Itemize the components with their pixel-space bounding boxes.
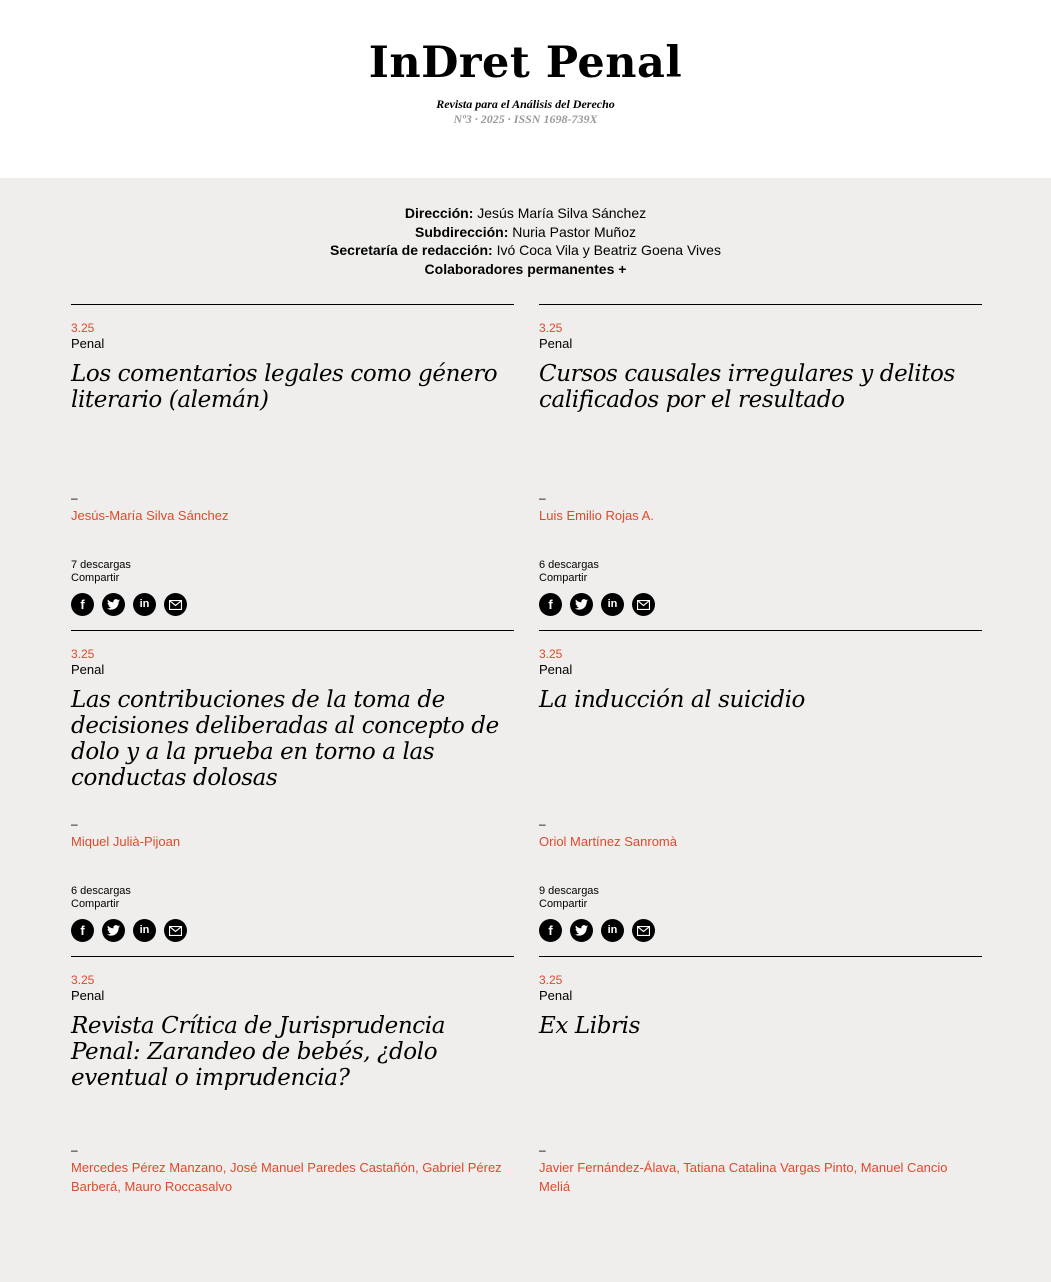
facebook-icon[interactable]: f [539,593,562,616]
issue-info: Nº3 · 2025 · ISSN 1698-739X [453,112,598,126]
share-label: Compartir [71,898,120,910]
direction-value: Jesús María Silva Sánchez [473,205,647,221]
article-grid [71,304,982,1282]
article-number: 3.25 [71,647,95,661]
direction-line [0,204,1051,223]
collaborators-toggle[interactable]: Colaboradores permanentes + [424,260,627,277]
article-number: 3.25 [71,321,95,335]
article-title[interactable]: Ex Libris [539,1013,640,1039]
download-count: 9 descargas [539,885,599,897]
article-authors[interactable]: Javier Fernández-Álava, Tatiana Catalina Vargas Pinto, Manuel Cancio Meliá [539,1160,948,1194]
linkedin-icon[interactable]: in [133,593,156,616]
twitter-icon[interactable] [102,593,125,616]
article-card [539,630,982,956]
article-authors[interactable]: Miquel Julià-Pijoan [71,834,181,849]
download-count: 7 descargas [71,559,131,571]
share-label: Compartir [539,898,588,910]
article-card [71,630,514,956]
author-dash: – [539,491,546,505]
journal-logo[interactable]: InDret Penal [368,38,683,88]
email-icon[interactable] [632,593,655,616]
article-category: Penal [539,988,573,1003]
twitter-icon[interactable] [570,593,593,616]
article-card [71,956,514,1282]
journal-subtitle: Revista para el Análisis del Derecho [436,97,615,111]
share-icons [71,593,187,616]
twitter-icon[interactable] [570,919,593,942]
author-dash: – [539,817,546,831]
facebook-icon[interactable]: f [71,593,94,616]
article-title[interactable]: Cursos causales irregulares y delitos calificados por el resultado [539,361,955,413]
author-dash: – [71,1143,78,1157]
article-title[interactable]: Las contribuciones de la toma de decisiones deliberadas al concepto de dolo y a la prueba en torno a las conductas dolosas [71,687,499,791]
article-number: 3.25 [71,973,95,987]
article-authors[interactable]: Jesús-María Silva Sánchez [71,508,229,523]
download-count: 6 descargas [539,559,599,571]
article-card [539,304,982,630]
article-authors[interactable]: Luis Emilio Rojas A. [539,508,654,523]
article-card [71,304,514,630]
linkedin-icon[interactable]: in [133,919,156,942]
article-title[interactable]: La inducción al suicidio [539,687,806,713]
author-dash: – [71,491,78,505]
article-title[interactable]: Revista Crítica de Jurisprudencia Penal: Zarandeo de bebés, ¿dolo eventual o imprudencia? [71,1013,446,1091]
article-category: Penal [539,662,573,677]
linkedin-icon[interactable]: in [601,593,624,616]
article-title[interactable]: Los comentarios legales como género literario (alemán) [71,361,498,413]
email-icon[interactable] [632,919,655,942]
article-number: 3.25 [539,973,563,987]
share-icons [539,593,655,616]
editorial-board [0,178,1051,278]
article-number: 3.25 [539,321,563,335]
download-count: 6 descargas [71,885,131,897]
share-icons [71,919,187,942]
secretary-value: Ivó Coca Vila y Beatriz Goena Vives [492,242,721,259]
subdirection-value: Nuria Pastor Muñoz [508,223,636,240]
article-category: Penal [539,336,573,351]
article-number: 3.25 [539,647,563,661]
article-card [539,956,982,1282]
author-dash: – [71,817,78,831]
share-label: Compartir [71,572,120,584]
article-authors[interactable]: Oriol Martínez Sanromà [539,834,677,849]
facebook-icon[interactable]: f [539,919,562,942]
direction-label: Dirección: [404,205,474,221]
email-icon[interactable] [164,919,187,942]
subdirection-line [0,223,1051,242]
secretary-label: Secretaría de redacción: [330,242,493,259]
author-dash: – [539,1143,546,1157]
article-category: Penal [71,988,105,1003]
facebook-icon[interactable]: f [71,919,94,942]
share-label: Compartir [539,572,588,584]
twitter-icon[interactable] [102,919,125,942]
email-icon[interactable] [164,593,187,616]
linkedin-icon[interactable]: in [601,919,624,942]
article-authors[interactable]: Mercedes Pérez Manzano, José Manuel Paredes Castañón, Gabriel Pérez Barberá, Mauro Roccasalvo [71,1160,502,1194]
masthead [0,0,1051,178]
article-category: Penal [71,662,105,677]
subdirection-label: Subdirección: [415,223,509,240]
share-icons [539,919,655,942]
article-category: Penal [71,336,105,351]
secretary-line [0,241,1051,260]
